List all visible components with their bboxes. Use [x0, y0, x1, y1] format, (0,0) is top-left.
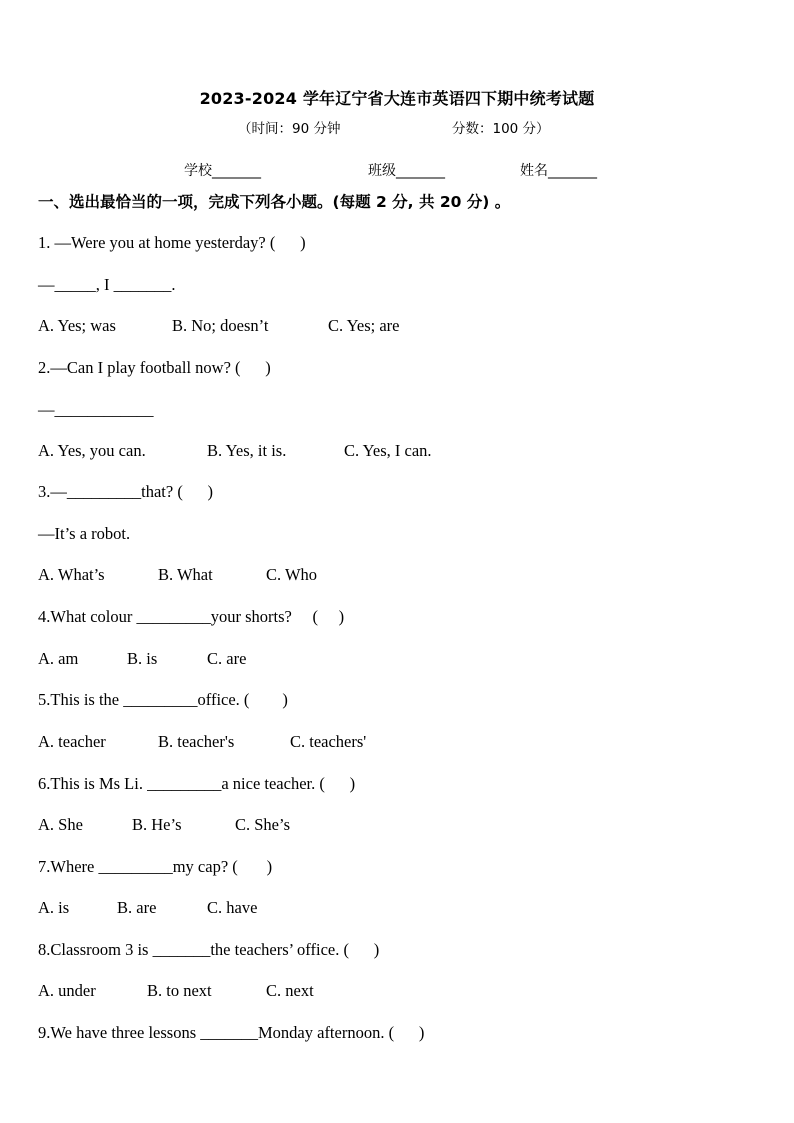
question-7-option-a: A. is [38, 898, 70, 917]
question-2-option-a: A. Yes, you can. [38, 441, 146, 460]
question-4-option-c: C. are [207, 649, 247, 668]
question-6-option-b: B. He’s [132, 815, 182, 834]
question-2-answer-line: —____________ [38, 400, 154, 419]
question-7-stem: 7.Where _________my cap? ( ) [38, 857, 273, 876]
question-5-stem: 5.This is the _________office. ( ) [38, 690, 288, 709]
school-field: 学校_______ [184, 163, 261, 179]
question-8-option-a: A. under [38, 981, 96, 1000]
exam-time: （时间：90 分钟 [238, 121, 341, 137]
question-9-stem: 9.We have three lessons _______Monday afternoon. ( ) [38, 1023, 425, 1042]
question-7-option-b: B. are [117, 898, 157, 917]
question-7-option-c: C. have [207, 898, 258, 917]
question-6-stem: 6.This is Ms Li. _________a nice teacher. ( ) [38, 774, 356, 793]
question-6-option-a: A. She [38, 815, 83, 834]
question-4-stem: 4.What colour _________your shorts? ( ) [38, 607, 345, 626]
exam-title: 2023-2024 学年辽宁省大连市英语四下期中统考试题 [199, 89, 595, 108]
question-1-stem: 1. —Were you at home yesterday? ( ) [38, 233, 306, 252]
question-3-option-b: B. What [158, 565, 213, 584]
question-2-option-c: C. Yes, I can. [344, 441, 432, 460]
question-1-option-c: C. Yes; are [328, 316, 400, 335]
question-1-option-b: B. No; doesn’t [172, 316, 269, 335]
question-5-option-b: B. teacher's [158, 732, 235, 751]
question-1-answer-line: —_____, I _______. [38, 275, 176, 294]
question-8-option-b: B. to next [147, 981, 212, 1000]
question-3-stem: 3.—_________that? ( ) [38, 482, 214, 501]
question-8-option-c: C. next [266, 981, 314, 1000]
section-heading: 一、选出最恰当的一项，完成下列各小题。(每题 2 分, 共 20 分) 。 [38, 193, 511, 211]
question-6-option-c: C. She’s [235, 815, 291, 834]
question-3-option-c: C. Who [266, 565, 318, 584]
name-field: 姓名_______ [520, 163, 597, 179]
question-2-option-b: B. Yes, it is. [207, 441, 287, 460]
question-5-option-a: A. teacher [38, 732, 106, 751]
question-4-option-a: A. am [38, 649, 79, 668]
question-3-option-a: A. What’s [38, 565, 105, 584]
question-5-option-c: C. teachers' [290, 732, 367, 751]
question-2-stem: 2.—Can I play football now? ( ) [38, 358, 271, 377]
question-8-stem: 8.Classroom 3 is _______the teachers’ office. ( ) [38, 940, 380, 959]
exam-score: 分数：100 分） [452, 121, 550, 137]
question-4-option-b: B. is [127, 649, 158, 668]
question-3-answer-line: —It’s a robot. [38, 524, 131, 543]
class-field: 班级_______ [368, 163, 445, 179]
question-1-option-a: A. Yes; was [38, 316, 116, 335]
